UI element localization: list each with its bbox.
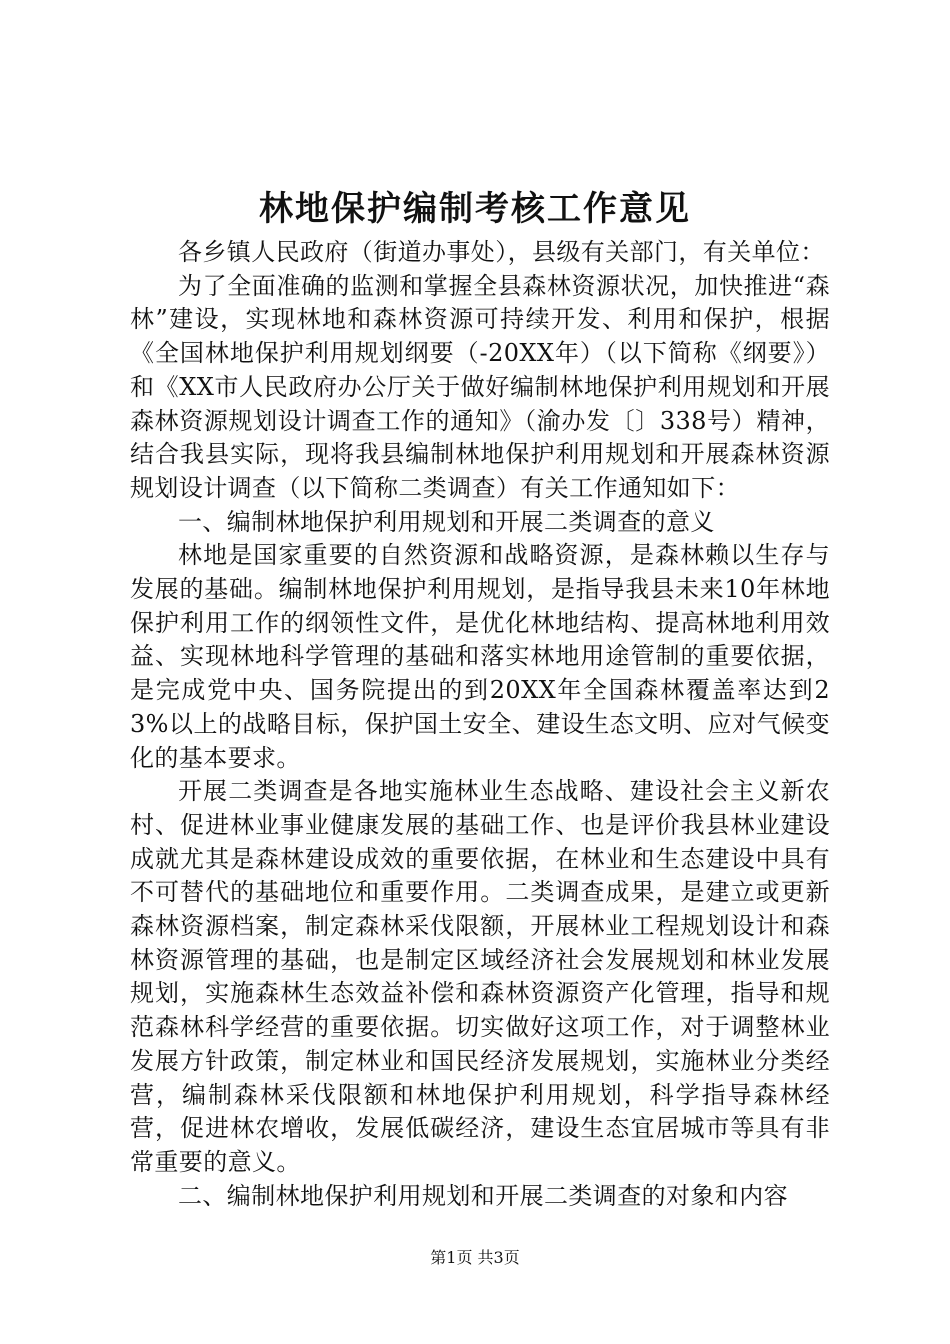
salutation-paragraph: 各乡镇人民政府（街道办事处），县级有关部门，有关单位：	[178, 238, 825, 266]
document-title: 林地保护编制考核工作意见	[259, 189, 691, 229]
document-body	[130, 236, 830, 1213]
intro-paragraph: 为了全面准确的监测和掌握全县森林资源状况，加快推进“森林”建设，实现林地和森林资源可持续开发、利用和保护，根据《全国林地保护利用规划纲要（-20XX年）（以下简称《纲要》）和《XX市人民政府办公厅关于做好编制林地保护利用规划和开展森林资源规划设计调查工作的通知》（渝办发〔〕338号）精神，结合我县实际，现将我县编制林地保护利用规划和开展森林资源规划设计调查（以下简称二类调查）有关工作通知如下：	[130, 271, 830, 502]
page-footer: 第1页 共3页	[430, 1248, 520, 1267]
section-heading-1: 一、编制林地保护利用规划和开展二类调查的意义	[178, 507, 715, 536]
section-heading-2: 二、编制林地保护利用规划和开展二类调查的对象和内容	[178, 1181, 788, 1210]
body-paragraph-2: 开展二类调查是各地实施林业生态战略、建设社会主义新农村、促进林业事业健康发展的基础工作、也是评价我县林业建设成就尤其是森林建设成效的重要依据，在林业和生态建设中具有不可替代的基础地位和重要作用。二类调查成果，是建立或更新森林资源档案，制定森林采伐限额，开展林业工程规划设计和森林资源管理的基础，也是制定区域经济社会发展规划和林业发展规划，实施森林生态效益补偿和森林资源资产化管理，指导和规范森林科学经营的重要依据。切实做好这项工作，对于调整林业发展方针政策，制定林业和国民经济发展规划，实施林业分类经营，编制森林采伐限额和林地保护利用规划，科学指导森林经营，促进林农增收，发展低碳经济，建设生态宜居城市等具有非常重要的意义。	[130, 777, 830, 1176]
body-paragraph-1: 林地是国家重要的自然资源和战略资源，是森林赖以生存与发展的基础。编制林地保护利用规划，是指导我县未来10年林地保护利用工作的纲领性文件，是优化林地结构、提高林地利用效益、实现林地科学管理的基础和落实林地用途管制的重要依据，是完成党中央、国务院提出的到20XX年全国森林覆盖率达到23%以上的战略目标，保护国土安全、建设生态文明、应对气候变化的基本要求。	[130, 541, 830, 772]
